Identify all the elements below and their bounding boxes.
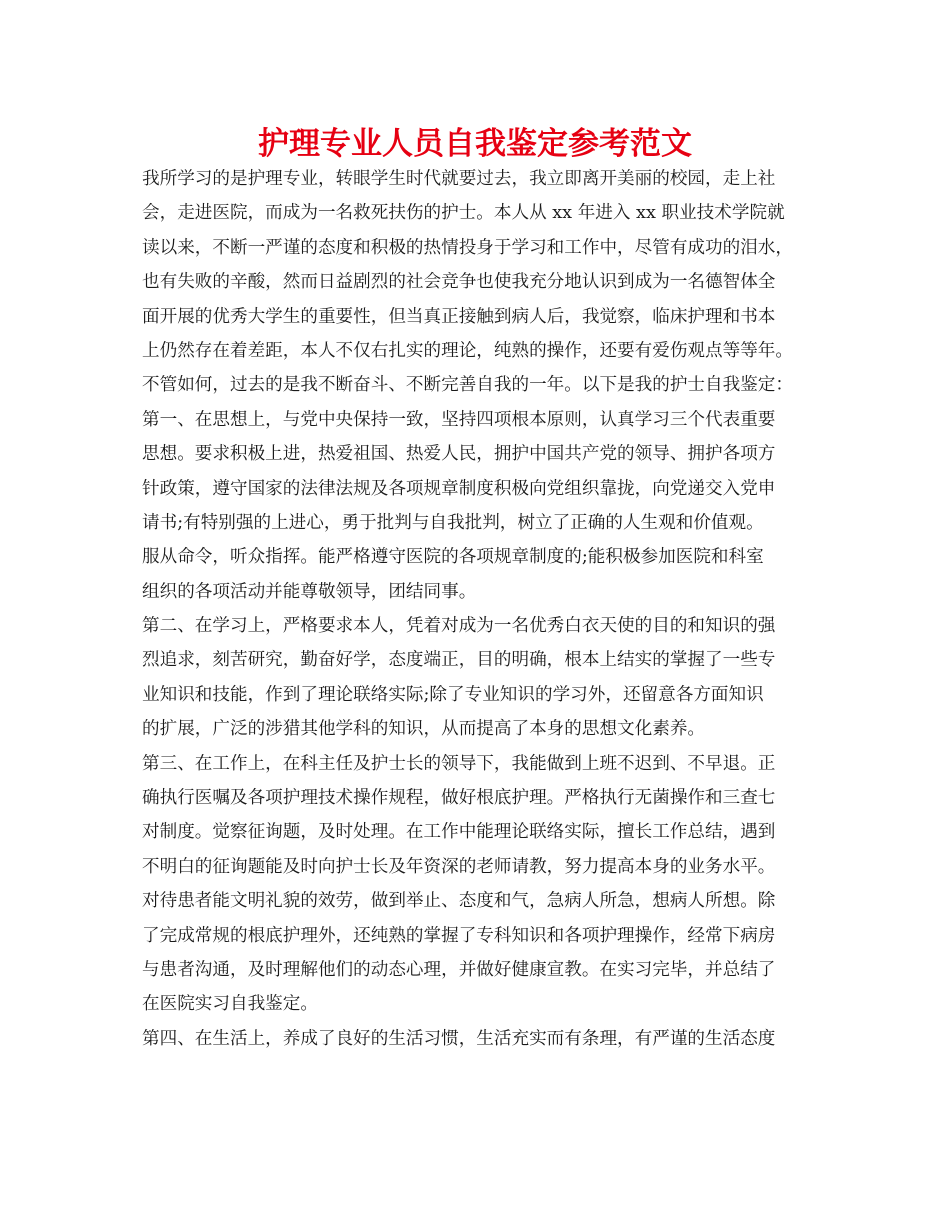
body-line: 第一、在思想上，与党中央保持一致，坚持四项根本原则，认真学习三个代表重要 [142, 409, 776, 430]
body-line: 不明白的征询题能及时向护士长及年资深的老师请教，努力提高本身的业务水平。 [142, 856, 776, 877]
body-line: 也有失败的辛酸，然而日益剧烈的社会竞争也使我充分地认识到成为一名德智体全 [142, 272, 776, 293]
body-line: 对制度。觉察征询题，及时处理。在工作中能理论联络实际，擅长工作总结，遇到 [142, 822, 776, 843]
body-line: 上仍然存在着差距，本人不仅右扎实的理论，纯熟的操作，还要有爱伤观点等等年。 [142, 340, 793, 361]
body-line: 组织的各项活动并能尊敬领导，团结同事。 [142, 581, 477, 602]
document-body [142, 162, 810, 1056]
body-line: 确执行医嘱及各项护理技术操作规程，做好根底护理。严格执行无菌操作和三查七 [142, 788, 776, 809]
body-line: 对待患者能文明礼貌的效劳，做到举止、态度和气，急病人所急，想病人所想。除 [142, 891, 776, 912]
body-line: 请书;有特别强的上进心，勇于批判与自我批判，树立了正确的人生观和价值观。 [142, 512, 764, 533]
body-line: 思想。要求积极上进，热爱祖国、热爱人民，拥护中国共产党的领导、拥护各项方 [142, 444, 776, 465]
body-line: 不管如何，过去的是我不断奋斗、不断完善自我的一年。以下是我的护士自我鉴定： [142, 375, 793, 396]
body-line: 在医院实习自我鉴定。 [142, 994, 318, 1015]
body-line: 了完成常规的根底护理外，还纯熟的掌握了专科知识和各项护理操作，经常下病房 [142, 925, 776, 946]
body-line: 读以来，不断一严谨的态度和积极的热情投身于学习和工作中，尽管有成功的泪水， [142, 237, 793, 258]
body-line: 烈追求，刻苦研究，勤奋好学，态度端正，目的明确，根本上结实的掌握了一些专 [142, 650, 776, 671]
body-line: 与患者沟通，及时理解他们的动态心理，并做好健康宣教。在实习完毕，并总结了 [142, 959, 776, 980]
body-line: 第四、在生活上，养成了良好的生活习惯，生活充实而有条理，有严谨的生活态度 [142, 1028, 776, 1049]
body-line: 的扩展，广泛的涉猎其他学科的知识，从而提高了本身的思想文化素养。 [142, 719, 706, 740]
body-line: 会，走进医院，而成为一名救死扶伤的护士。本人从 xx 年进入 xx 职业技术学院就 [142, 203, 785, 224]
body-line: 我所学习的是护理专业，转眼学生时代就要过去，我立即离开美丽的校园，走上社 [142, 169, 776, 189]
body-line: 面开展的优秀大学生的重要性，但当真正接触到病人后，我觉察，临床护理和书本 [142, 306, 776, 327]
body-line: 业知识和技能，作到了理论联络实际;除了专业知识的学习外，还留意各方面知识 [142, 684, 764, 705]
body-line: 第三、在工作上，在科主任及护士长的领导下，我能做到上班不迟到、不早退。正 [142, 753, 776, 774]
page-title: 护理专业人员自我鉴定参考范文 [258, 126, 692, 162]
body-line: 针政策，遵守国家的法律法规及各项规章制度积极向党组织靠拢，向党递交入党申 [142, 478, 776, 499]
body-line: 服从命令，听众指挥。能严格遵守医院的各项规章制度的;能积极参加医院和科室 [142, 547, 764, 568]
body-line: 第二、在学习上，严格要求本人，凭着对成为一名优秀白衣天使的目的和知识的强 [142, 616, 776, 637]
